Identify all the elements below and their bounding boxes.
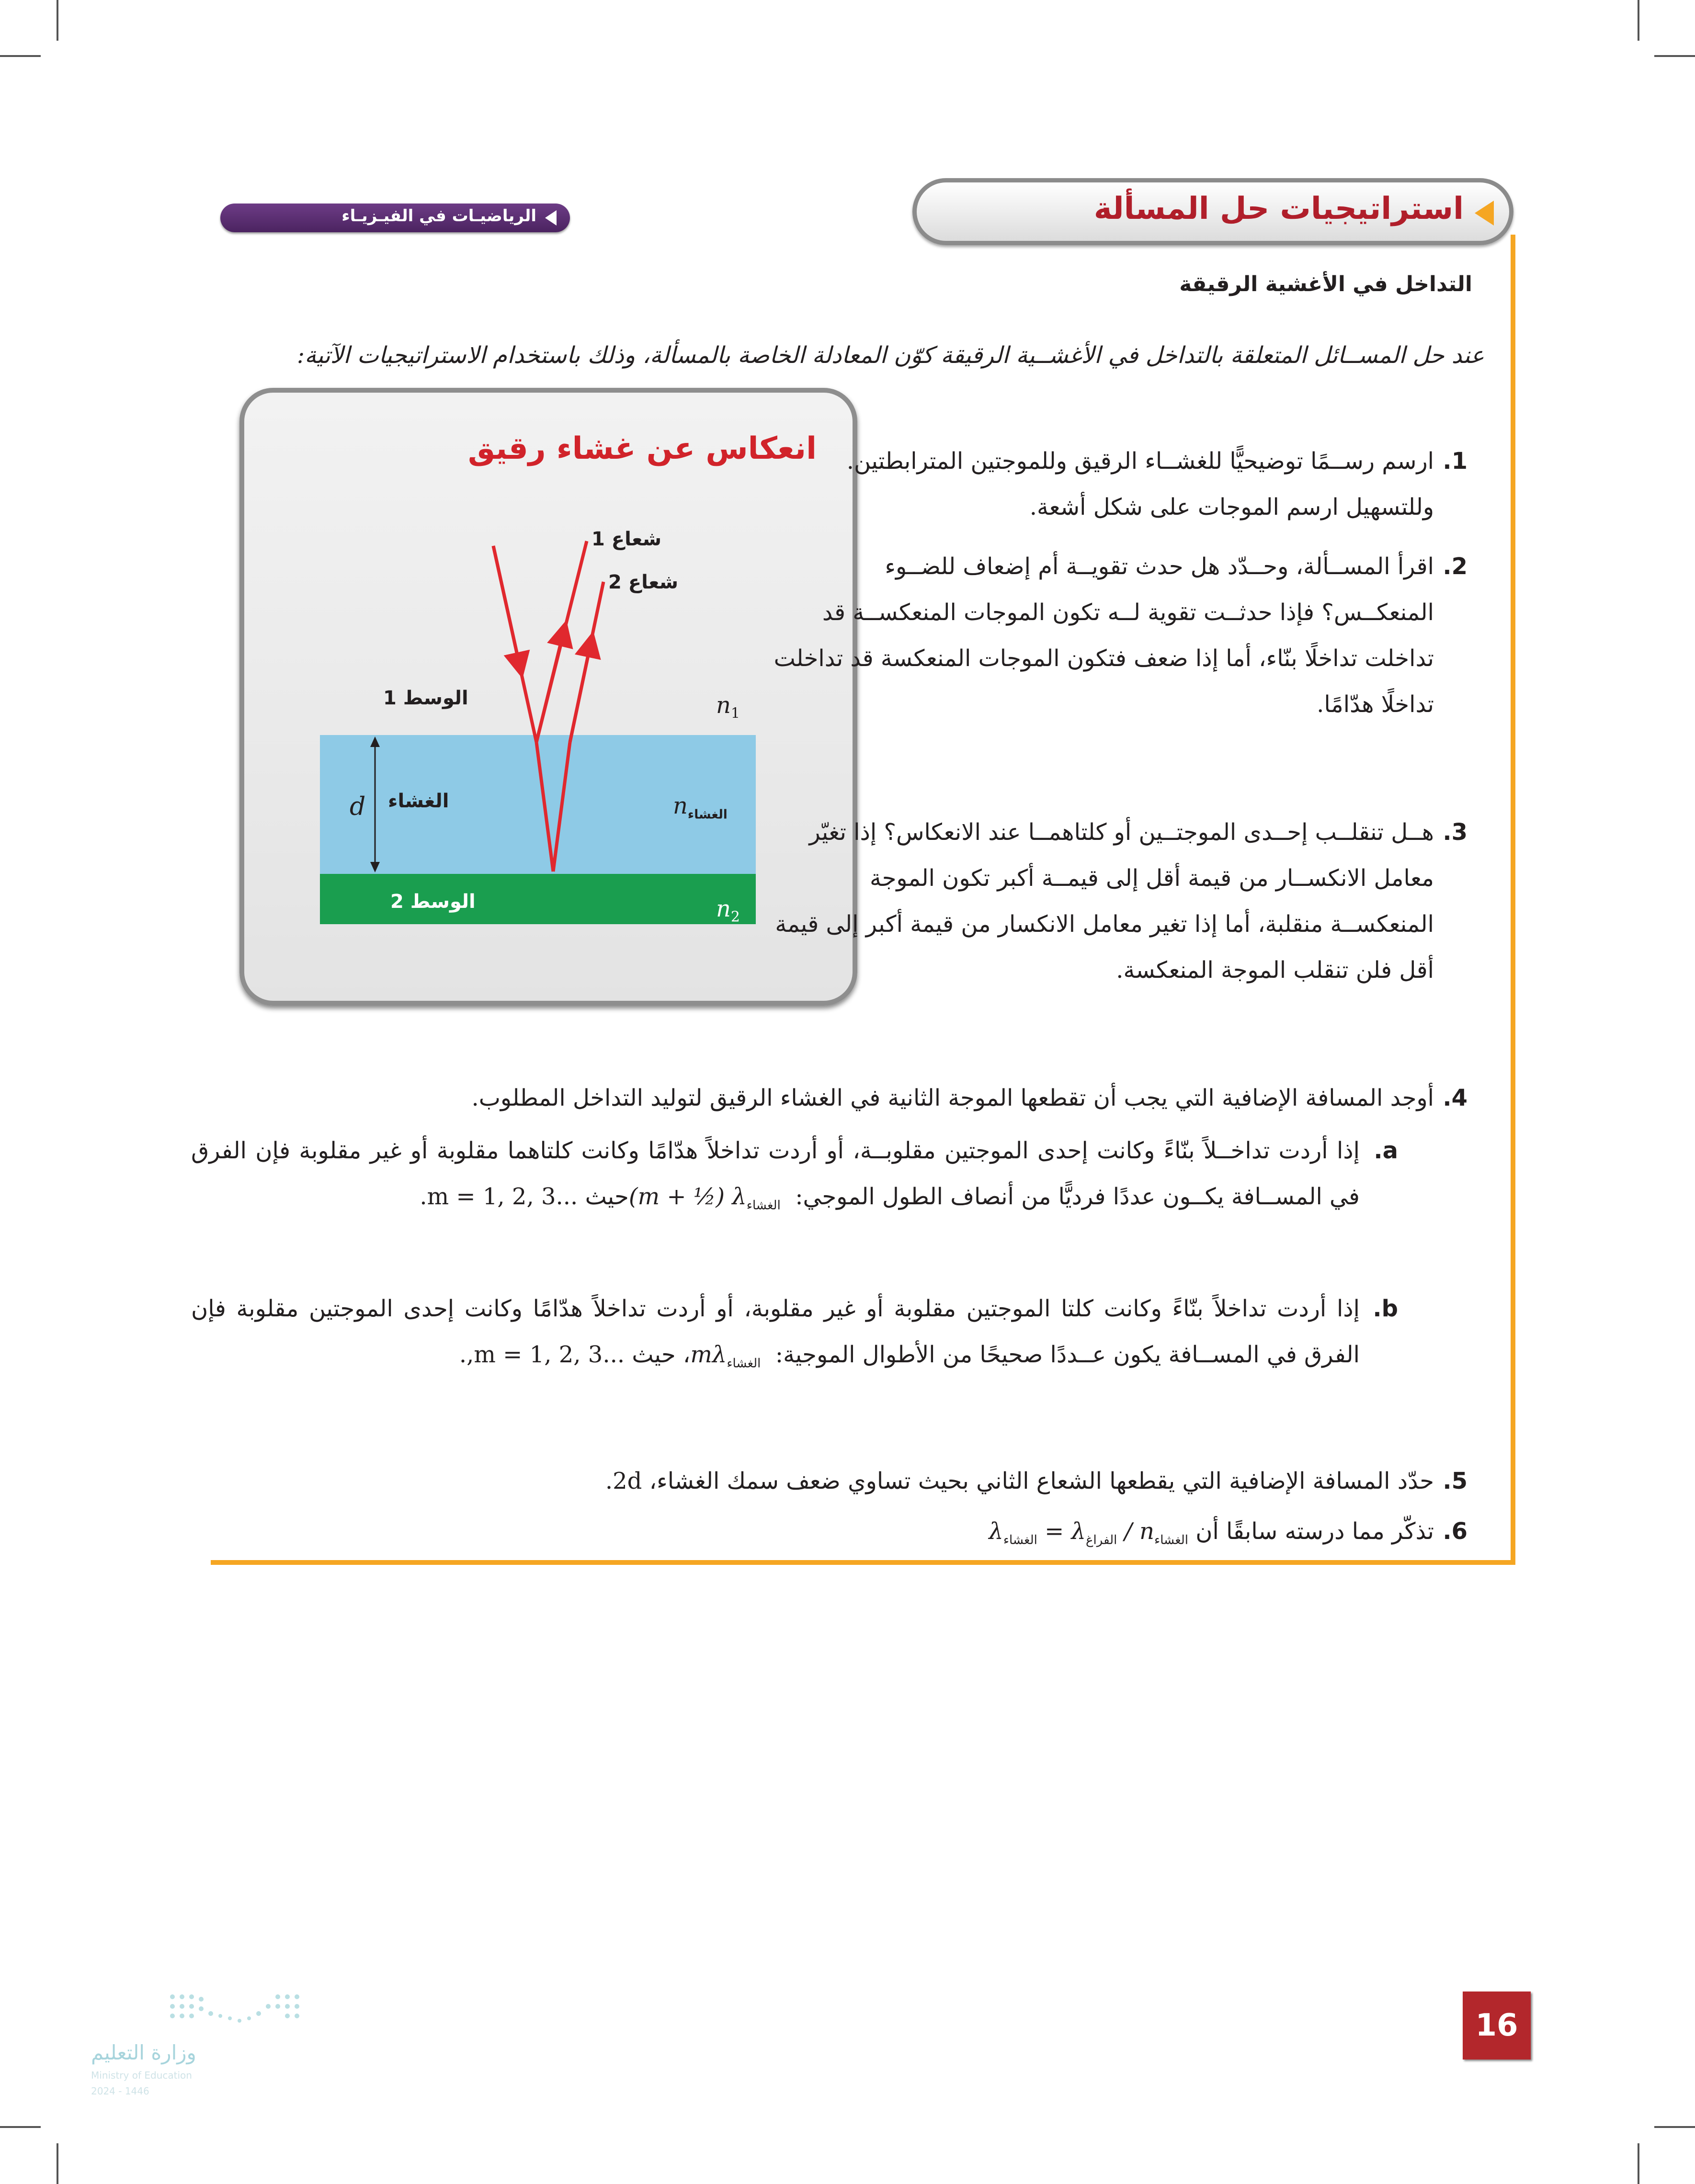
step-number: 4. bbox=[1443, 1085, 1467, 1111]
triangle-icon bbox=[545, 210, 557, 226]
step-number: 3. bbox=[1443, 819, 1467, 846]
nfilm-label bbox=[673, 792, 728, 822]
sub-step-tail: ، حيث ...m = 1, 2, 3,. bbox=[459, 1341, 691, 1368]
step-text: تذكّر مما درسته سابقًا أن bbox=[1195, 1518, 1434, 1545]
film-label: الغشاء bbox=[388, 790, 449, 812]
n2-symbol: n bbox=[716, 895, 731, 922]
crop-mark bbox=[1654, 2126, 1695, 2128]
nfilm-subscript: الغشاء bbox=[687, 807, 728, 822]
step-text: اقرأ المســألة، وحــدّد هل حدث تقويــة أم إضعاف للضــوء المنعكــس؟ فإذا حدثــت تقوية لــه تكون الموجات المنعكســة قد تداخلت تداخلًا بنّاء، أما إذا ضعف فتكون الموجات المنعكسة قد تداخلت تداخلًا هدّامًا. bbox=[774, 553, 1434, 718]
ray2-label: شعاع 2 bbox=[608, 571, 679, 593]
n2-subscript: 2 bbox=[730, 908, 740, 926]
section-tag bbox=[220, 204, 570, 232]
step-4 bbox=[141, 1075, 1467, 1121]
crop-mark bbox=[57, 0, 58, 41]
crop-mark bbox=[0, 55, 41, 57]
triangle-icon bbox=[1475, 201, 1494, 226]
crop-mark bbox=[1638, 0, 1639, 41]
subheading: التداخل في الأغشية الرقيقة bbox=[1179, 272, 1472, 296]
figure-title: انعكاس عن غشاء رقيق bbox=[468, 431, 817, 466]
step-1 bbox=[773, 438, 1467, 530]
step-text: أوجد المسافة الإضافية التي يجب أن تقطعها الموجة الثانية في الغشاء الرقيق لتوليد التداخل المطلوب. bbox=[471, 1085, 1434, 1111]
formula-main: (m + ½) λ bbox=[628, 1183, 747, 1210]
step-text: ارسم رســمًا توضيحيًّا للغشــاء الرقيق وللموجتين المترابطتين. وللتسهيل ارسم الموجات على شكل أشعة. bbox=[846, 448, 1434, 521]
step-number: 1. bbox=[1443, 448, 1467, 475]
section-tag-label: الرياضيـات في الفيـزيـاء bbox=[341, 206, 536, 226]
nfilm-symbol: n bbox=[673, 792, 688, 819]
incident-ray-arrow bbox=[493, 546, 520, 666]
thin-film-diagram bbox=[239, 388, 857, 1006]
n2-label bbox=[716, 895, 740, 926]
n1-subscript: 1 bbox=[730, 705, 740, 722]
ministry-year: 2024 - 1446 bbox=[91, 2085, 149, 2097]
formula-subscript: الغشاء bbox=[746, 1198, 781, 1213]
step-3 bbox=[773, 809, 1467, 993]
sub-step-text: إذا أردت تداخــلاً بنّاءً وكانت إحدى الموجتين مقلوبــة، أو أردت تداخلاً هدّامًا وكانت كلتاهما مقلوبة أو غير مقلوبة فإن الفرق في المســافة يكــون عددًا فرديًّا من أنصاف الطول الموجي: bbox=[191, 1137, 1360, 1210]
step-number: 5. bbox=[1443, 1468, 1467, 1494]
medium2-layer bbox=[320, 874, 756, 924]
ray1-arrow bbox=[536, 633, 563, 742]
medium2-label: الوسط 2 bbox=[390, 891, 476, 913]
sub-step-formula bbox=[628, 1183, 788, 1213]
ministry-logo-icon bbox=[163, 1987, 316, 2035]
strategy-title: استراتيجيات حل المسألة bbox=[1093, 191, 1464, 226]
ray1-label: شعاع 1 bbox=[592, 528, 662, 550]
page-number: 16 bbox=[1463, 1992, 1531, 2060]
step-text: هــل تنقلــب إحــدى الموجتــين أو كلتاهمــا عند الانعكاس؟ إذا تغيّر معامل الانكســار من قيمة أقل إلى قيمــة أكبر تكون الموجة المنعكســة منقلبة، أما إذا تغير معامل الانكسار من قيمة أكبر إلى قيمة أقل فلن تنقلب الموجة المنعكسة. bbox=[775, 819, 1434, 984]
ministry-name: وزارة التعليم bbox=[91, 2041, 196, 2064]
formula-subscript: الغشاء bbox=[727, 1356, 761, 1371]
lambda-vacuum-sub: الفراغ bbox=[1086, 1533, 1117, 1548]
step-number: 2. bbox=[1443, 553, 1467, 580]
formula-main: mλ bbox=[690, 1341, 727, 1368]
lambda-vacuum: λ bbox=[1071, 1518, 1086, 1545]
crop-mark bbox=[57, 2143, 58, 2184]
sub-step-a bbox=[191, 1128, 1398, 1229]
step-number: 6. bbox=[1443, 1518, 1467, 1545]
sub-step-tail: حيث ...m = 1, 2, 3. bbox=[420, 1183, 629, 1210]
medium1-label: الوسط 1 bbox=[383, 687, 468, 709]
n-film: n bbox=[1139, 1518, 1154, 1545]
step6-formula: $\lambda_{الغشاء} = \lambda_{الفراغ} / n_{الغشاء}$ bbox=[989, 1518, 1189, 1548]
n1-symbol: n bbox=[716, 692, 731, 719]
crop-mark bbox=[1654, 55, 1695, 57]
n1-label bbox=[716, 692, 740, 722]
sub-step-text: إذا أردت تداخلاً بنّاءً وكانت كلتا الموجتين مقلوبة أو غير مقلوبة، أو أردت تداخلاً هدّامًا وكانت إحدى الموجتين مقلوبة فإن الفرق في المســافة يكون عــددًا صحيحًا من الأطوال الموجية: bbox=[191, 1295, 1360, 1368]
lambda-film-sub: الغشاء bbox=[1003, 1533, 1037, 1548]
step-6 bbox=[189, 1508, 1467, 1563]
sub-step-letter: a. bbox=[1374, 1137, 1398, 1164]
sub-step-letter: b. bbox=[1373, 1295, 1398, 1322]
ministry-english: Ministry of Education bbox=[91, 2070, 192, 2081]
crop-mark bbox=[0, 2126, 41, 2128]
ray2-arrow bbox=[570, 644, 591, 742]
step-text: حدّد المسافة الإضافية التي يقطعها الشعاع الثاني بحيث تساوي ضعف سمك الغشاء، 2d. bbox=[605, 1468, 1434, 1494]
orange-frame-right bbox=[1511, 235, 1515, 1563]
lambda-film: λ bbox=[989, 1518, 1003, 1545]
d-label: d bbox=[350, 792, 366, 821]
intro-paragraph: عند حل المســائل المتعلقة بالتداخل في الأغشــية الرقيقة كوّن المعادلة الخاصة بالمسألة، وذلك باستخدام الاستراتيجيات الآتية: bbox=[296, 342, 1484, 369]
step-2 bbox=[773, 543, 1467, 727]
crop-mark bbox=[1638, 2143, 1639, 2184]
sub-step-formula bbox=[690, 1341, 768, 1371]
sub-step-b bbox=[191, 1286, 1398, 1387]
strategy-header bbox=[912, 178, 1513, 245]
step-5 bbox=[189, 1458, 1467, 1504]
n-film-sub: الغشاء bbox=[1154, 1533, 1189, 1548]
